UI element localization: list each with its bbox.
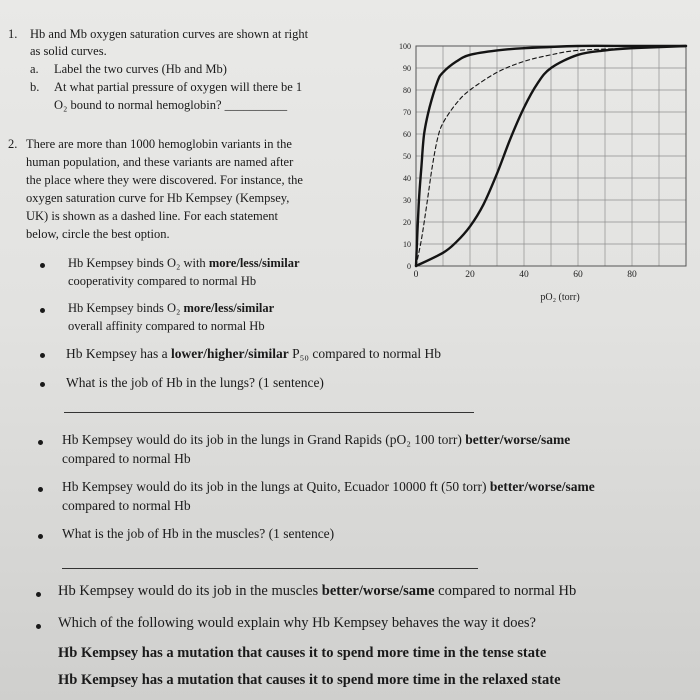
- bullet-8: Hb Kempsey would do its job in the muscles better/worse/same compared to normal Hb: [58, 583, 577, 599]
- bullet-3: Hb Kempsey has a lower/higher/similar P₅₀ compared to normal Hb: [66, 346, 441, 361]
- x-tick-label: 40: [519, 270, 529, 280]
- q1a-label: a.: [30, 62, 39, 76]
- bullet-1-line1: Hb Kempsey binds O₂ with more/less/similar: [68, 256, 300, 270]
- y-tick-label: 100: [399, 42, 411, 51]
- y-tick-label: 20: [403, 218, 411, 227]
- q1-number: 1.: [8, 27, 18, 41]
- bullet-3-option[interactable]: lower/higher/similar: [170, 346, 289, 361]
- y-tick-label: 70: [403, 108, 411, 117]
- x-tick-label: 60: [573, 270, 583, 280]
- q2-line: oxygen saturation curve for Hb Kempsey (Kempsey,: [26, 191, 290, 205]
- q1a-text: Label the two curves (Hb and Mb): [54, 62, 227, 76]
- q1b-text2: O₂ bound to normal hemoglobin? __________: [54, 98, 288, 112]
- x-tick-label: 80: [627, 270, 637, 280]
- bullet-2-line2: overall affinity compared to normal Hb: [68, 319, 265, 333]
- bullet-5-line2: compared to normal Hb: [62, 451, 191, 466]
- y-tick-label: 60: [403, 130, 411, 139]
- bullet-1-option[interactable]: more/less/similar: [208, 256, 300, 270]
- x-tick-label: 20: [465, 270, 475, 280]
- y-tick-label: 40: [403, 174, 411, 183]
- answer-option-relaxed[interactable]: Hb Kempsey has a mutation that causes it to spend more time in the relaxed state: [58, 672, 561, 688]
- y-tick-label: 80: [403, 86, 411, 95]
- bullet-6-line1: Hb Kempsey would do its job in the lungs at Quito, Ecuador 10000 ft (50 torr) better/worse/same: [62, 479, 595, 494]
- y-tick-label: 30: [403, 196, 411, 205]
- bullet-1-line2: cooperativity compared to normal Hb: [68, 274, 257, 288]
- x-axis-label: pO₂ (torr): [540, 292, 580, 303]
- x-tick-label: 0: [413, 270, 419, 280]
- y-tick-label: 50: [403, 152, 411, 161]
- q2-line: There are more than 1000 hemoglobin variants in the: [26, 137, 292, 151]
- bullet-6-option[interactable]: better/worse/same: [489, 479, 595, 494]
- bullet-9: Which of the following would explain why Hb Kempsey behaves the way it does?: [58, 615, 536, 631]
- y-tick-label: 90: [403, 64, 411, 73]
- q2-line: UK) is shown as a dashed line. For each statement: [26, 209, 279, 223]
- bullet-5-line1: Hb Kempsey would do its job in the lungs in Grand Rapids (pO₂ 100 torr) better/worse/same: [62, 432, 571, 447]
- answer-option-tense[interactable]: Hb Kempsey has a mutation that causes it to spend more time in the tense state: [58, 645, 547, 661]
- y-tick-label: 0: [407, 262, 411, 271]
- q2-line: human population, and these variants are named after: [26, 155, 294, 169]
- q1b-text1: At what partial pressure of oxygen will there be 1: [54, 80, 303, 94]
- bullet-6-line2: compared to normal Hb: [62, 498, 191, 513]
- y-tick-label: 10: [403, 240, 411, 249]
- q2-line: below, circle the best option.: [26, 227, 170, 241]
- bullet-5-option[interactable]: better/worse/same: [465, 432, 571, 447]
- bullet-7: What is the job of Hb in the muscles? (1 sentence): [62, 526, 335, 541]
- bullet-8-option[interactable]: better/worse/same: [321, 583, 435, 599]
- bullet-4: What is the job of Hb in the lungs? (1 sentence): [66, 375, 324, 390]
- chart-grid: [416, 46, 686, 266]
- q1-line2: as solid curves.: [30, 44, 107, 58]
- bullet-2-line1: Hb Kempsey binds O₂ more/less/similar: [68, 301, 275, 315]
- bullet-2-option[interactable]: more/less/similar: [183, 301, 275, 315]
- q1-line1: Hb and Mb oxygen saturation curves are shown at right: [30, 27, 309, 41]
- q2-number: 2.: [8, 137, 18, 151]
- q1b-label: b.: [30, 80, 40, 94]
- q2-line: the place where they were discovered. For instance, the: [26, 173, 303, 187]
